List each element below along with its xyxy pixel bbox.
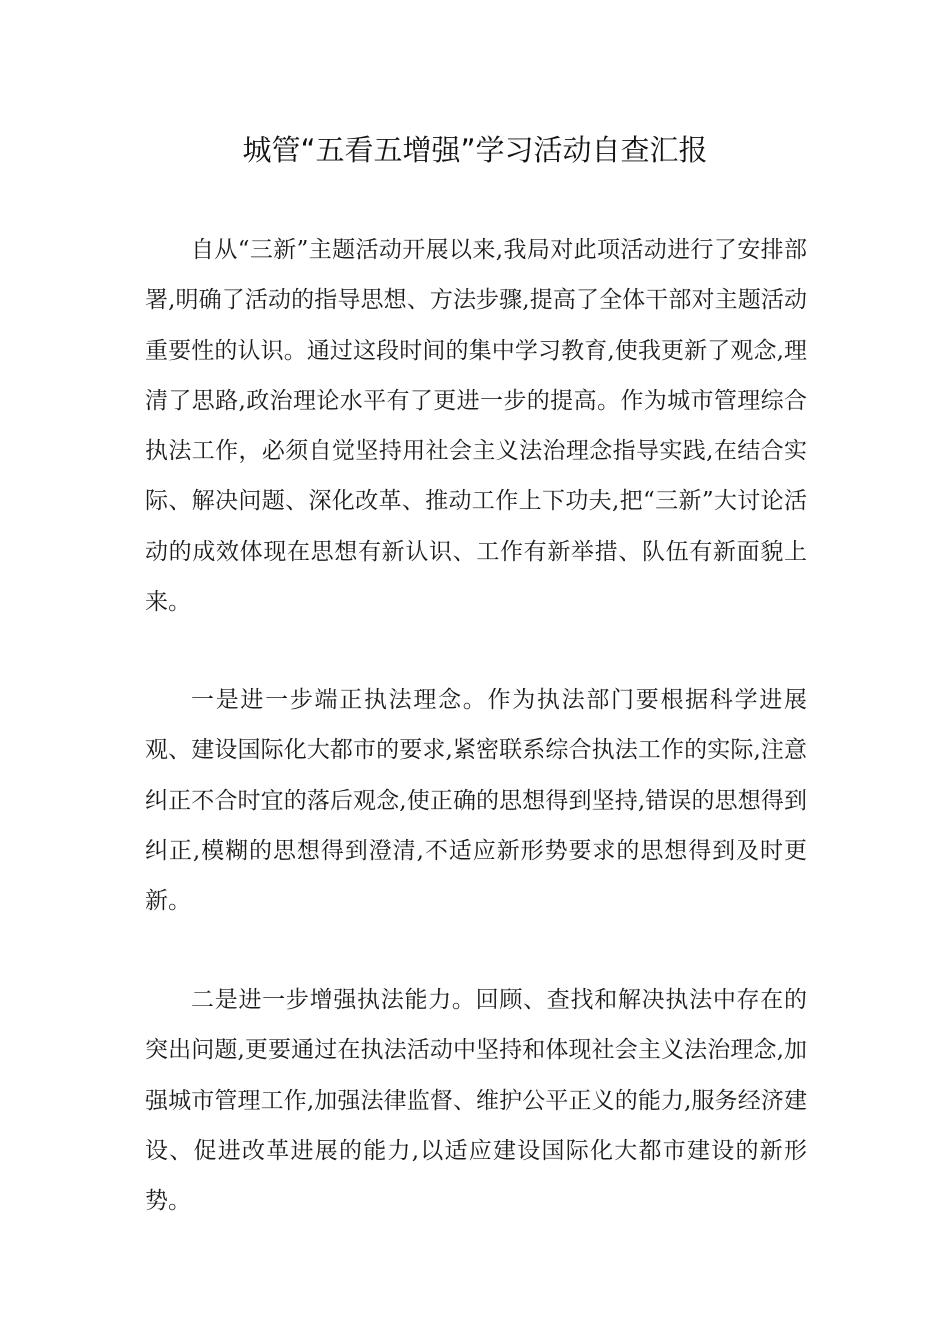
paragraph-point-two: 二是进一步增强执法能力。回顾、查找和解决执法中存在的突出问题,更要通过在执法活动中坚持和体现社会主义法治理念,加强城市管理工作,加强法律监督、维护公平正义的能力,服务经济建设、促进改革进展的能力,以适应建设国际化大都市建设的新形势。 — [145, 987, 807, 1215]
paragraph-intro: 自从“三新”主题活动开展以来,我局对此项活动进行了安排部署,明确了活动的指导思想、方法步骤,提高了全体干部对主题活动重要性的认识。通过这段时间的集中学习教育,使我更新了观念,理清了思路,政治理论水平有了更进一步的提高。作为城市管理综合执法工作，必须自觉坚持用社会主义法治理念指导实践,在结合实际、解决问题、深化改革、推动工作上下功夫,把“三新”大讨论活动的成效体现在思想有新认识、工作有新举措、队伍有新面貌上来。 — [145, 237, 807, 616]
paragraph-point-one: 一是进一步端正执法理念。作为执法部门要根据科学进展观、建设国际化大都市的要求,紧密联系综合执法工作的实际,注意纠正不合时宜的落后观念,使正确的思想得到坚持,错误的思想得到纠正,模糊的思想得到澄清,不适应新形势要求的思想得到及时更新。 — [145, 687, 807, 915]
document-title: 城管“五看五增强”学习活动自查汇报 — [242, 133, 708, 167]
